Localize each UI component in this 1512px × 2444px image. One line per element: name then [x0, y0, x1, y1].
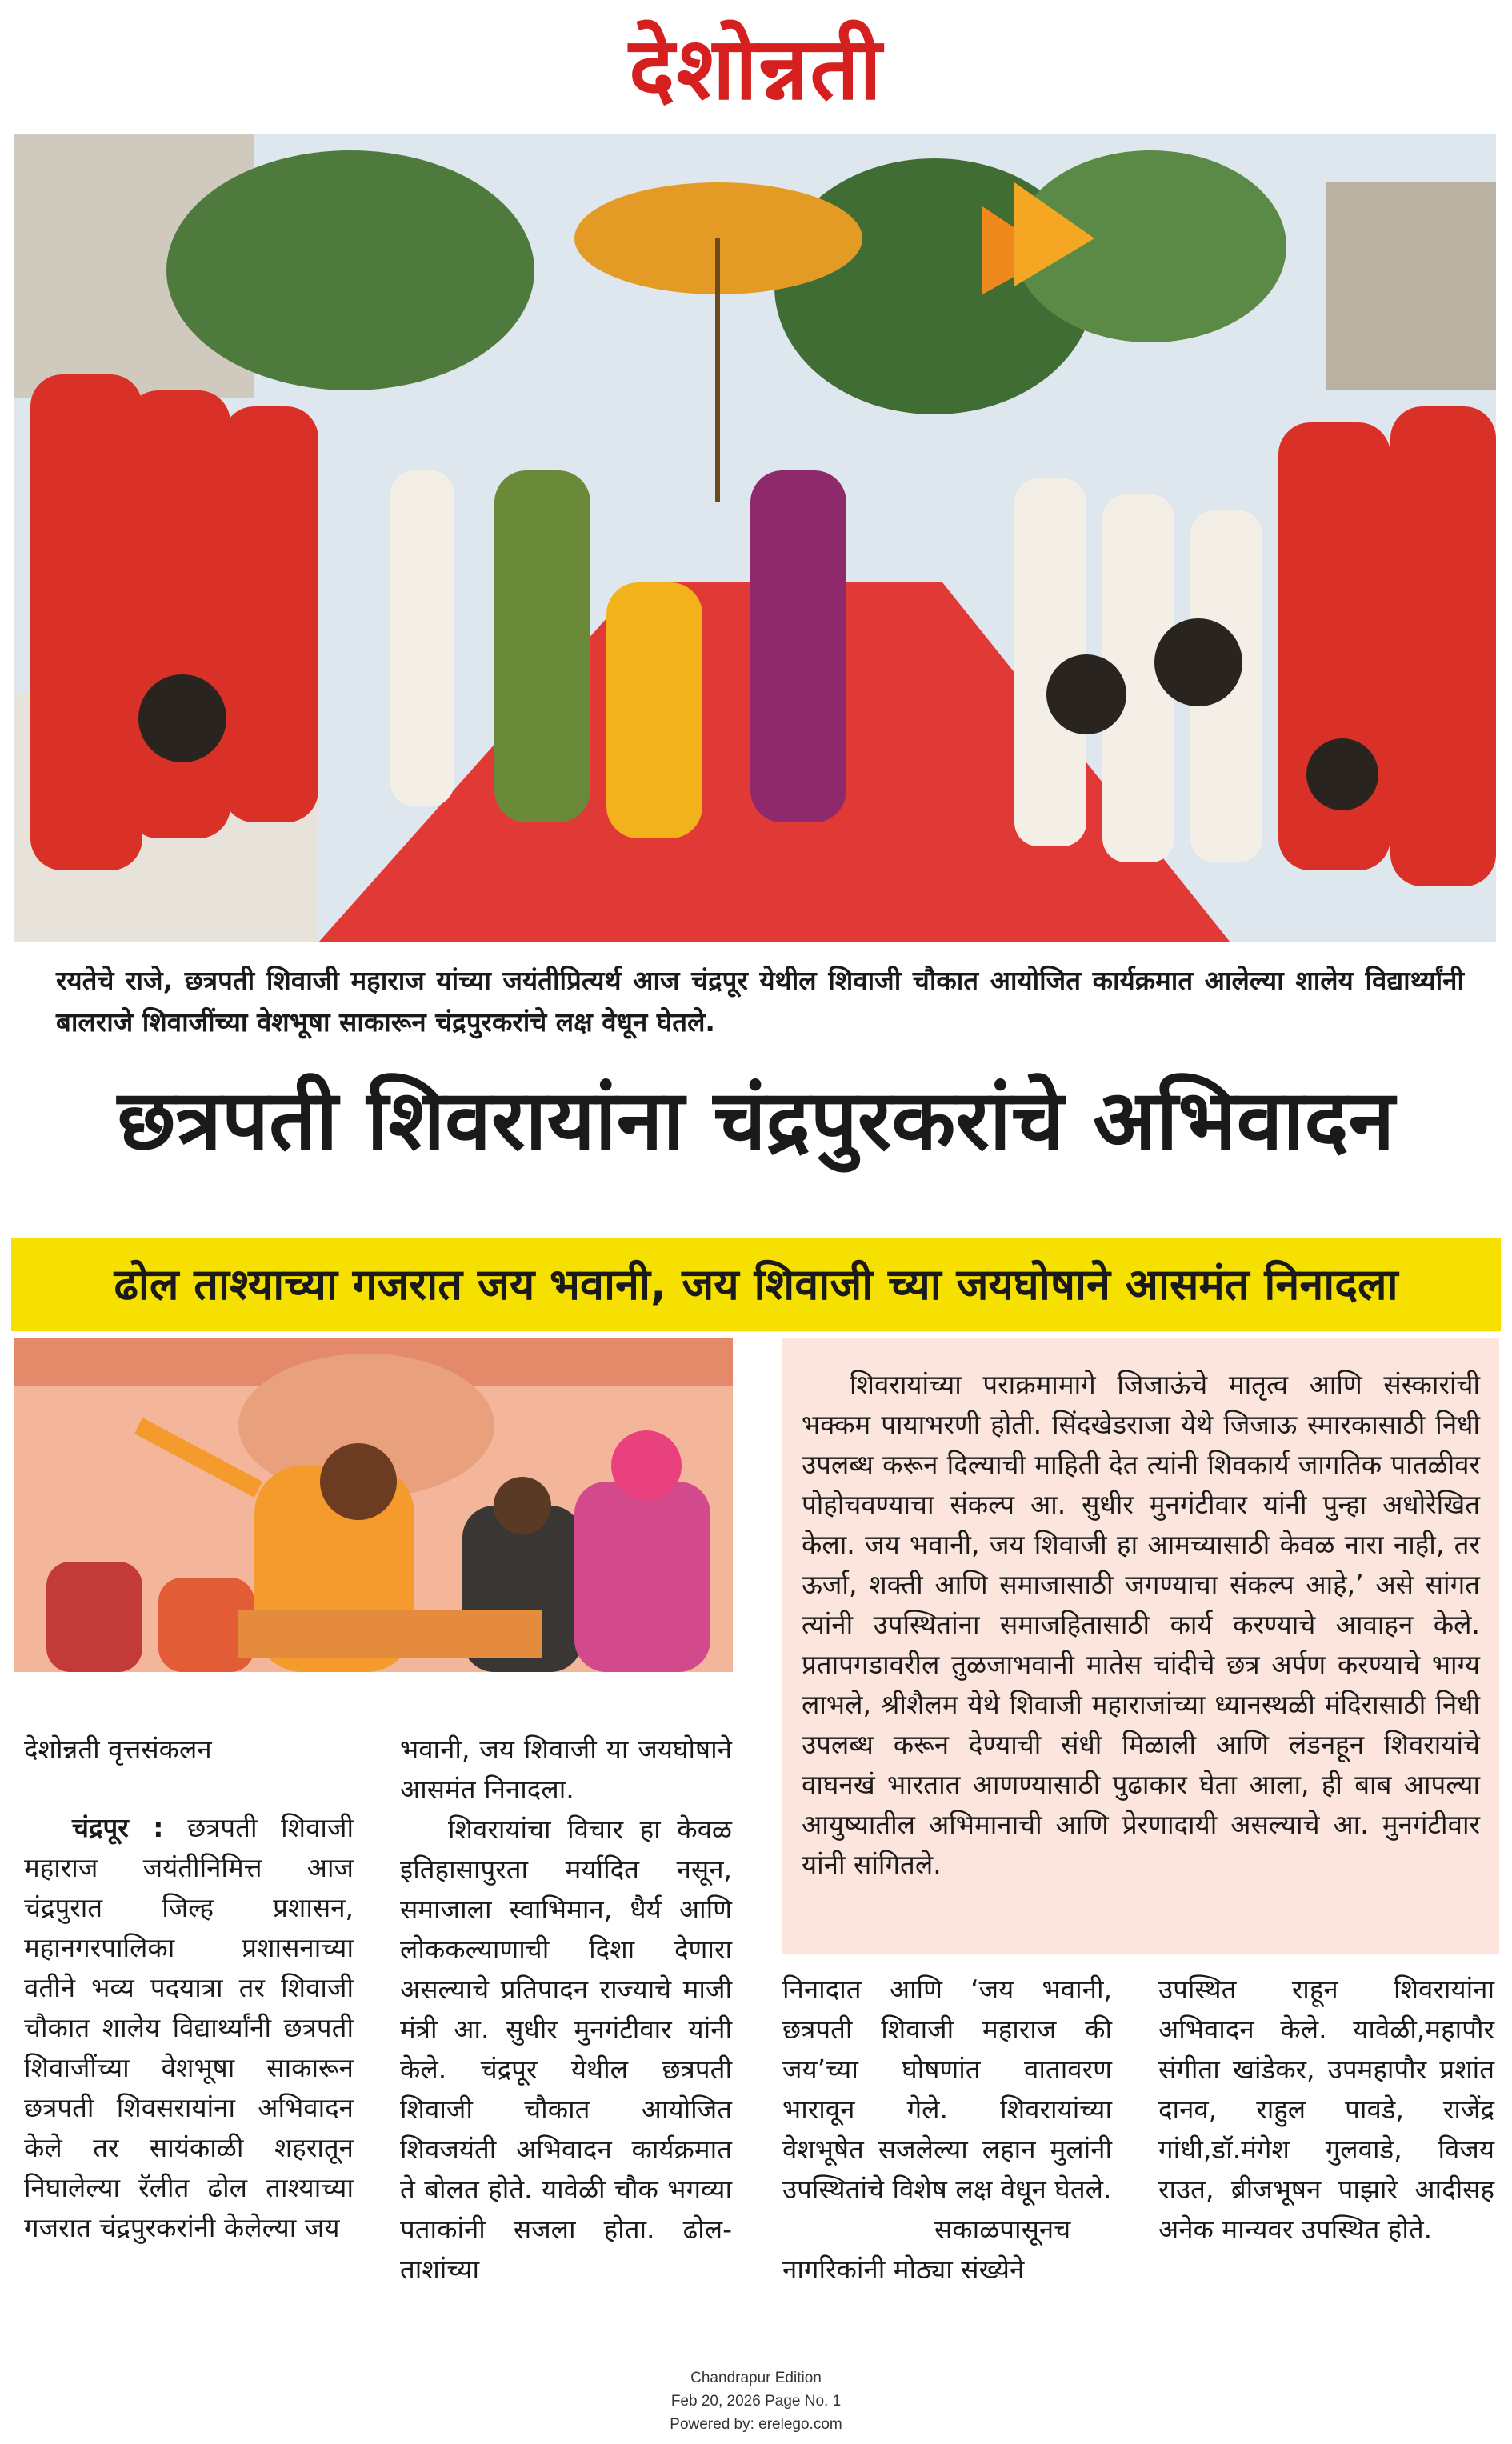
article-paragraph: [24, 1808, 354, 2248]
powered-by-label: Powered by: erelego.com: [670, 2416, 842, 2433]
article-paragraph: शिवरायांचा विचार हा केवळ इतिहासापुरता मर्यादित नसून, समाजाला स्वाभिमान, धैर्य आणि लोककल्याणाची दिशा देणारा असल्याचे प्रतिपादन राज्याचे माजी मंत्री आ. सुधीर मुनगंटीवार यांनी केले. चंद्रपूर येथील छत्रपती शिवाजी चौकात आयोजित शिवजयंती अभिवादन कार्यक्रमात ते बोलत होते. यावेळी चौक भगव्या पताकांनी सजला होता. ढोल-ताशांच्या: [400, 1814, 732, 2285]
masthead-title: देशोन्नती: [629, 19, 883, 119]
byline: देशोन्नती वृत्तसंकलन: [24, 1734, 212, 1765]
headline: छत्रपती शिवरायांना चंद्रपुरकरांचे अभिवादन: [117, 1071, 1395, 1169]
article-paragraph: भवानी, जय शिवाजी या जयघोषाने आसमंत निनादला.: [400, 1734, 732, 1805]
article-paragraph: उपस्थित राहून शिवरायांना अभिवादन केले. यावेळी,महापौर संगीता खांडेकर, उपमहापौर प्रशांत दानव, राहुल पावडे, राजेंद्र गांधी,डॉ.मंगेश गुलवाडे, विजय राउत, ब्रीजभूषन पाझारे आदीसह अनेक मान्यवर उपस्थित होते.: [1158, 1974, 1494, 2245]
article-column-1: [24, 1730, 354, 2248]
date-page-label: Feb 20, 2026 Page No. 1: [670, 2393, 842, 2410]
article-column-2: [400, 1730, 732, 2290]
main-photo: [14, 134, 1496, 942]
speaker-photo: [14, 1338, 733, 1672]
article-column-4: [1158, 1970, 1494, 2250]
article-paragraph: सकाळपासूनच नागरिकांनी मोठ्या संख्येने: [782, 2214, 1071, 2285]
highlight-box: [782, 1338, 1499, 1954]
edition-label: Chandrapur Edition: [690, 2370, 822, 2386]
dateline: चंद्रपूर :: [72, 1812, 164, 1843]
article-paragraph: निनादात आणि ‘जय भवानी, छत्रपती शिवाजी महाराज की जय’च्या घोषणांत वातावरण भारावून गेले. शिवरायांच्या वेशभूषेत सजलेल्या लहान मुलांनी उपस्थितांचे विशेष लक्ष वेधून घेतले.: [782, 1974, 1112, 2205]
article-paragraph: शिवरायांच्या पराक्रमामागे जिजाऊंचे मातृत्व आणि संस्कारांची भक्कम पायाभरणी होती. सिंदखेडराजा येथे जिजाऊ स्मारकासाठी निधी उपलब्ध करून दिल्याची माहिती देत त्यांनी शिवकार्य जागतिक पातळीवर पोहोचवण्याचा संकल्प आ. सुधीर मुनगंटीवार यांनी पुन्हा अधोरेखित केला. जय भवानी, जय शिवाजी हा आमच्यासाठी केवळ नारा नाही, तर ऊर्जा, शक्ती आणि समाजासाठी जगण्याचा संकल्प आहे,’ असे सांगत त्यांनी उपस्थितांना समाजहितासाठी कार्य करण्याचे आवाहन केले. प्रतापगडावरील तुळजाभवानी मातेस चांदीचे छत्र अर्पण करण्याचे भाग्य लाभले, श्रीशैलम येथे शिवाजी महाराजांच्या ध्यानस्थळी मंदिरासाठी निधी उपलब्ध करून देण्याची संधी मिळाली आणि लंडनहून शिवरायांचे वाघनखं भारतात आणण्यासाठी पुढाकार घेता आला, ही बाब आपल्या आयुष्यातील अभिमानाची आणि प्रेरणादायी असल्याचे आ. मुनगंटीवार यांनी सांगितले.: [802, 1369, 1480, 1880]
highlight-box-text: [782, 1338, 1499, 1901]
subheadline: ढोल ताश्याच्या गजरात जय भवानी, जय शिवाजी च्या जयघोषाने आसमंत निनादला: [11, 1238, 1501, 1331]
article-column-3: [782, 1970, 1112, 2290]
photo-caption: रयतेचे राजे, छत्रपती शिवाजी महाराज यांच्या जयंतीप्रित्यर्थ आज चंद्रपूर येथील शिवाजी चौकात आयोजित कार्यक्रमात आलेल्या शालेय विद्यार्थ्यांनी बालराजे शिवाजींच्या वेशभूषा साकारून चंद्रपुरकरांचे लक्ष वेधून घेतले.: [56, 965, 1464, 1038]
footer: [0, 2366, 1512, 2436]
article-text: छत्रपती शिवाजी महाराज जयंतीनिमित्त आज चंद्रपुरात जिल्ह प्रशासन, महानगरपालिका प्रशासनाच्या वतीने भव्य पदयात्रा तर शिवाजी चौकात शालेय विद्यार्थ्यांनी छत्रपती शिवाजींच्या वेशभूषा साकारून छत्रपती शिवसरायांना अभिवादन केले तर सायंकाळी शहरातून निघालेल्या रॅलीत ढोल ताश्याच्या गजरात चंद्रपुरकरांनी केलेल्या जय: [24, 1812, 354, 2243]
